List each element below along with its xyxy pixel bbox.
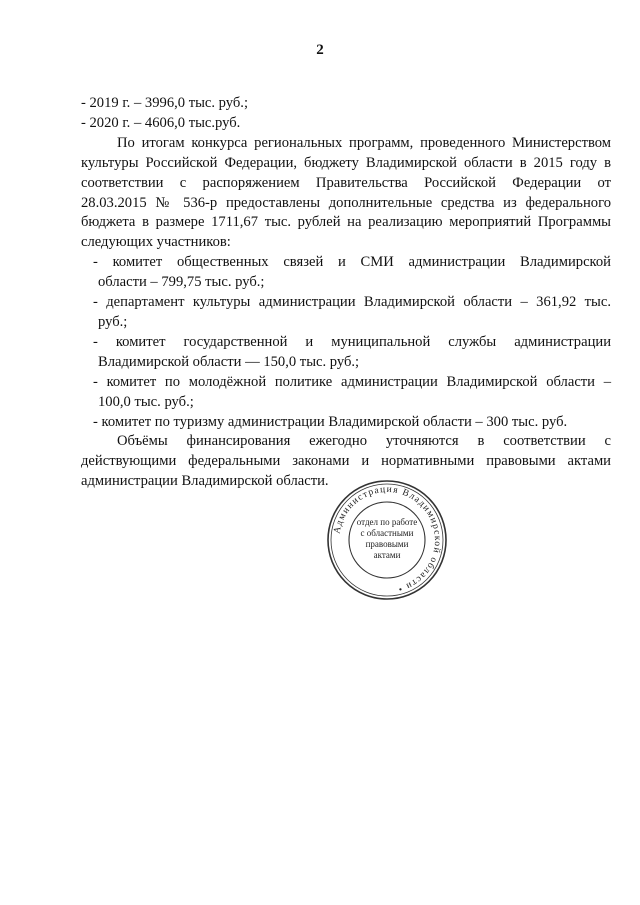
participant-item-cont: Владимирской области — 150,0 тыс. руб.;: [98, 353, 360, 370]
stamp-inner-line: отдел по работе: [356, 517, 418, 527]
participant-item-cont: руб.;: [98, 313, 128, 330]
document-body: [81, 94, 611, 492]
participant-item: - комитет государственной и муниципальной службы администрации: [93, 333, 611, 350]
stamp-inner-line: с областными: [360, 528, 414, 538]
paragraph-line: следующих участников:: [81, 234, 231, 251]
participant-item: - департамент культуры администрации Владимирской области – 361,92 тыс.: [93, 294, 611, 311]
stamp-inner-line: правовыми: [365, 539, 409, 549]
budget-line-2020: - 2020 г. – 4606,0 тыс.руб.: [81, 114, 241, 131]
paragraph-line: бюджета в размере 1711,67 тыс. рублей на реализацию мероприятий Программы: [81, 214, 611, 231]
page-number: 2: [316, 42, 324, 58]
participant-item: - комитет общественных связей и СМИ администрации Владимирской: [93, 254, 611, 271]
paragraph-line: культуры Российской Федерации, бюджету Владимирской области в 2015 году в: [81, 154, 611, 171]
participant-item: - комитет по туризму администрации Владимирской области – 300 тыс. руб.: [93, 413, 568, 430]
closing-paragraph-line: действующими федеральными законами и нормативными правовыми актами: [81, 453, 611, 470]
stamp-ring-text: Администрация Владимирской области •: [332, 484, 443, 594]
official-stamp: [325, 478, 449, 602]
participant-item: - комитет по молодёжной политике администрации Владимирской области –: [93, 373, 611, 390]
paragraph-line: соответствии с распоряжением Правительства Российской Федерации от: [81, 174, 611, 191]
paragraph-line: По итогам конкурса региональных программ, проведенного Министерством: [117, 134, 611, 151]
stamp-seal: [325, 478, 449, 602]
stamp-inner-line: актами: [373, 550, 401, 560]
participant-item-cont: 100,0 тыс. руб.;: [98, 393, 194, 410]
closing-paragraph-line: администрации Владимирской области.: [81, 473, 329, 490]
closing-paragraph-line: Объёмы финансирования ежегодно уточняются в соответствии с: [117, 433, 611, 450]
participant-item-cont: области – 799,75 тыс. руб.;: [98, 274, 265, 291]
budget-line-2019: - 2019 г. – 3996,0 тыс. руб.;: [81, 95, 249, 111]
paragraph-line: 28.03.2015 № 536-р предоставлены дополнительные средства из федерального: [81, 194, 611, 211]
